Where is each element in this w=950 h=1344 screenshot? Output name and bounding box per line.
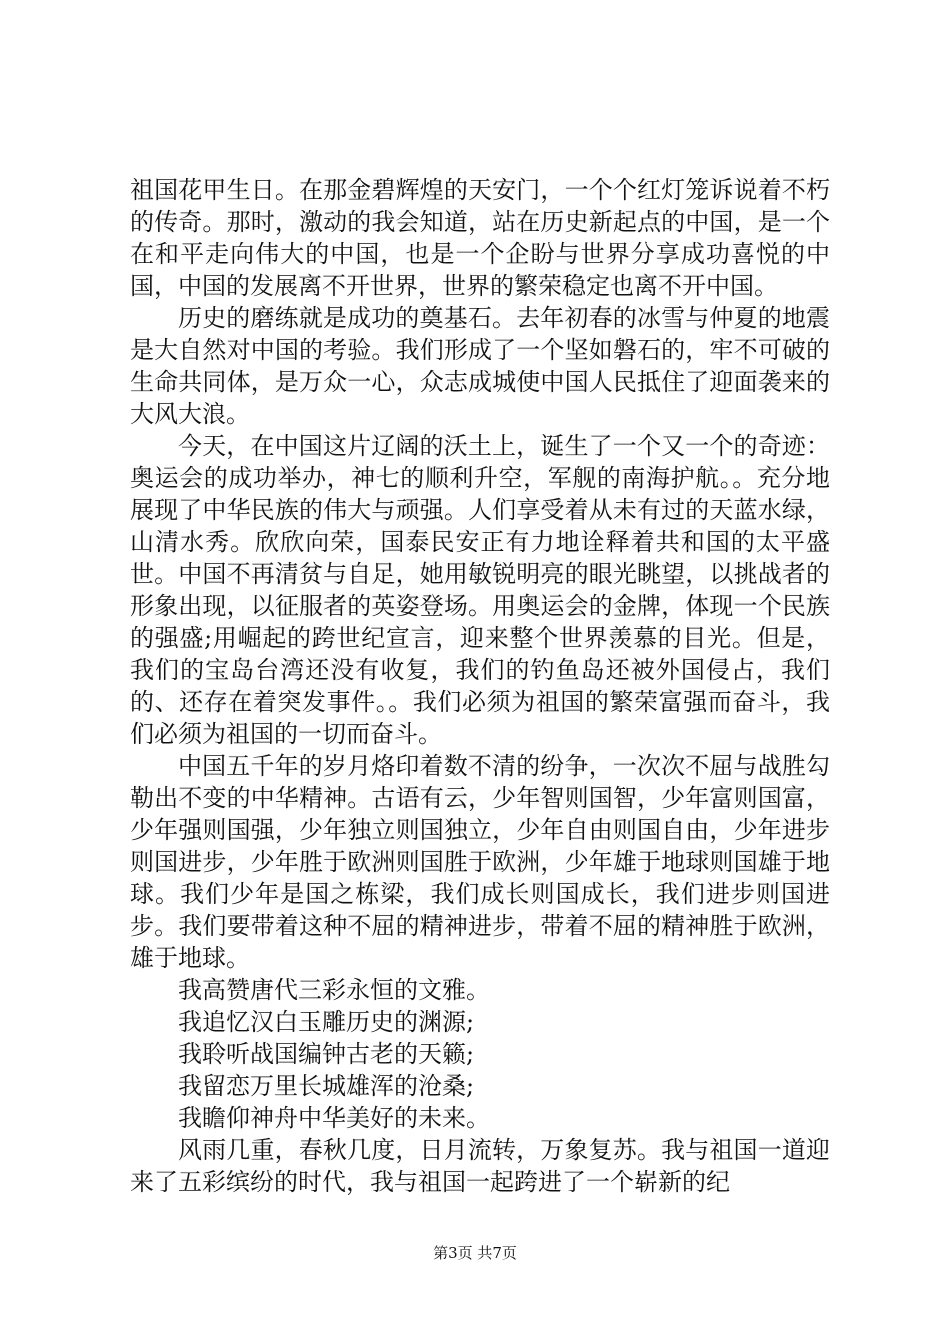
paragraph: 历史的磨练就是成功的奠基石。去年初春的冰雪与仲夏的地震是大自然对中国的考验。我们形成了一个坚如磐石的，牢不可破的生命共同体，是万众一心，众志成城使中国人民抵住了迎面袭来的大风大浪。: [130, 304, 830, 428]
page-number-footer: 第3页 共7页: [433, 1244, 517, 1262]
poem-block: [130, 974, 830, 1134]
poem-line: 我留恋万里长城雄浑的沧桑;: [178, 1072, 475, 1100]
poem-line: 我聆听战国编钟古老的天籁;: [178, 1040, 475, 1068]
poem-line: 我追忆汉白玉雕历史的渊源;: [178, 1008, 475, 1036]
closing-paragraph: 风雨几重，春秋几度，日月流转，万象复苏。我与祖国一道迎来了五彩缤纷的时代，我与祖国一起跨进了一个崭新的纪: [130, 1136, 830, 1196]
paragraph-continued: 祖国花甲生日。在那金碧辉煌的天安门，一个个红灯笼诉说着不朽的传奇。那时，激动的我会知道，站在历史新起点的中国，是一个在和平走向伟大的中国，也是一个企盼与世界分享成功喜悦的中国，中国的发展离不开世界，世界的繁荣稳定也离不开中国。: [130, 176, 830, 300]
paragraph: 今天，在中国这片辽阔的沃土上，诞生了一个又一个的奇迹：奥运会的成功举办，神七的顺利升空，军舰的南海护航。。充分地展现了中华民族的伟大与顽强。人们享受着从未有过的天蓝水绿，山清水秀。欣欣向荣，国泰民安正有力地诠释着共和国的太平盛世。中国不再清贫与自足，她用敏锐明亮的眼光眺望，以挑战者的形象出现，以征服者的英姿登场。用奥运会的金牌，体现一个民族的强盛;用崛起的跨世纪宣言，迎来整个世界羡慕的目光。但是，我们的宝岛台湾还没有收复，我们的钓鱼岛还被外国侵占，我们的、还存在着突发事件。。我们必须为祖国的繁荣富强而奋斗，我们必须为祖国的一切而奋斗。: [130, 432, 830, 748]
paragraph: 中国五千年的岁月烙印着数不清的纷争，一次次不屈与战胜勾勒出不变的中华精神。古语有云，少年智则国智，少年富则国富，少年强则国强，少年独立则国独立，少年自由则国自由，少年进步则国进步，少年胜于欧洲则国胜于欧洲，少年雄于地球则国雄于地球。我们少年是国之栋梁，我们成长则国成长，我们进步则国进步。我们要带着这种不屈的精神进步，带着不屈的精神胜于欧洲，雄于地球。: [130, 752, 830, 972]
poem-line: 我瞻仰神舟中华美好的未来。: [178, 1104, 490, 1132]
poem-line: 我高赞唐代三彩永恒的文雅。: [178, 976, 490, 1004]
document-body: [130, 174, 830, 1198]
